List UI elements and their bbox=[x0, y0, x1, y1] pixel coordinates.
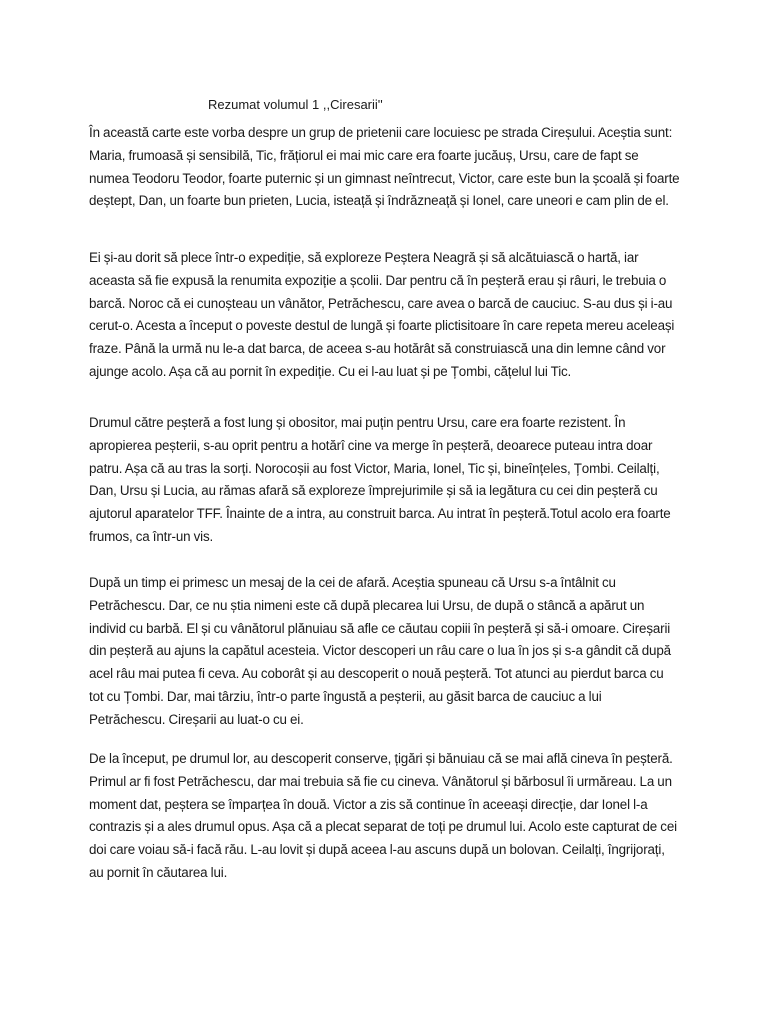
paragraph-characters: În această carte este vorba despre un grup de prietenii care locuiesc pe strada Cireșului. Aceștia sunt: Maria, frumoasă și sensibilă, Tic, frățiorul ei mai mic care era foarte jucăuș, Ursu, care de fapt se numea Teodoru Teodor, foarte puternic și un gimnast neîntrecut, Victor, care este bun la școală și foarte deștept, Dan, un foarte bun prieten, Lucia, isteață și îndrăzneață și Ionel, care uneori e cam plin de el. bbox=[89, 125, 680, 209]
document-title: Rezumat volumul 1 ,,Ciresarii'' bbox=[208, 97, 383, 112]
paragraph-expedition-plan: Ei și-au dorit să plece într-o expediție, să exploreze Peștera Neagră și să alcătuiască o hartă, iar aceasta să fie expusă la renumita expoziție a școlii. Dar pentru că în peșteră erau și râuri, le trebuia o barcă. Noroc că ei cunoșteau un vânător, Petrăchescu, care avea o barcă de cauciuc. S-au dus și i-au cerut-o. Acesta a început o poveste destul de lungă și foarte plictisitoare în care repeta mereu aceleași fraze. Până la urmă nu le-a dat barca, de aceea s-au hotărât să construiască una din lemne când vor ajunge acolo. Așa că au pornit în expediție. Cu ei l-au luat și pe Țombi, cățelul lui Tic. bbox=[89, 250, 675, 379]
paragraph-journey-to-cave: Drumul către peșteră a fost lung și obositor, mai puțin pentru Ursu, care era foarte rezistent. În apropierea peșterii, s-au oprit pentru a hotărî cine va merge în peșteră, deoarece puteau intra doar patru. Așa că au tras la sorți. Norocoșii au fost Victor, Maria, Ionel, Tic și, bineînțeles, Țombi. Ceilalți, Dan, Ursu și Lucia, au rămas afară să exploreze împrejurimile și să ia legătura cu cei din peșteră cu ajutorul aparatelor TFF. Înainte de a intra, au construit barca. Au intrat în peșteră.Totul acolo era foarte frumos, ca într-un vis. bbox=[89, 415, 671, 544]
paragraph-ionel-captured: De la început, pe drumul lor, au descoperit conserve, țigări și bănuiau că se mai află cineva în peșteră. Primul ar fi fost Petrăchescu, dar mai trebuia să fie cu cineva. Vânătorul și bărbosul îi urmăreau. La un moment dat, peștera se împarțea în două. Victor a zis să continue în aceeași direcție, dar Ionel l-a contrazis și a ales drumul opus. Așa că a plecat separat de toți pe drumul lui. Acolo este capturat de cei doi care voiau să-i facă rău. L-au lovit și după aceea l-au ascuns după un bolovan. Ceilalți, îngrijorați, au pornit în căutarea lui. bbox=[89, 751, 677, 880]
paragraph-message-from-outside: După un timp ei primesc un mesaj de la cei de afară. Aceștia spuneau că Ursu s-a întâlnit cu Petrăchescu. Dar, ce nu știa nimeni este că după plecarea lui Ursu, de după o stâncă a apărut un individ cu barbă. El și cu vânătorul plănuiau să afle ce căutau copiii în peșteră și să-i omoare. Cireșarii din peșteră au ajuns la capătul acesteia. Victor descoperi un râu care o lua în jos și s-a gândit că după acel râu mai putea fi ceva. Au coborât și au descoperit o nouă peșteră. Tot atunci au pierdut barca cu tot cu Țombi. Dar, mai târziu, într-o parte îngustă a peșterii, au găsit barca de cauciuc a lui Petrăchescu. Cireșarii au luat-o cu ei. bbox=[89, 575, 671, 727]
